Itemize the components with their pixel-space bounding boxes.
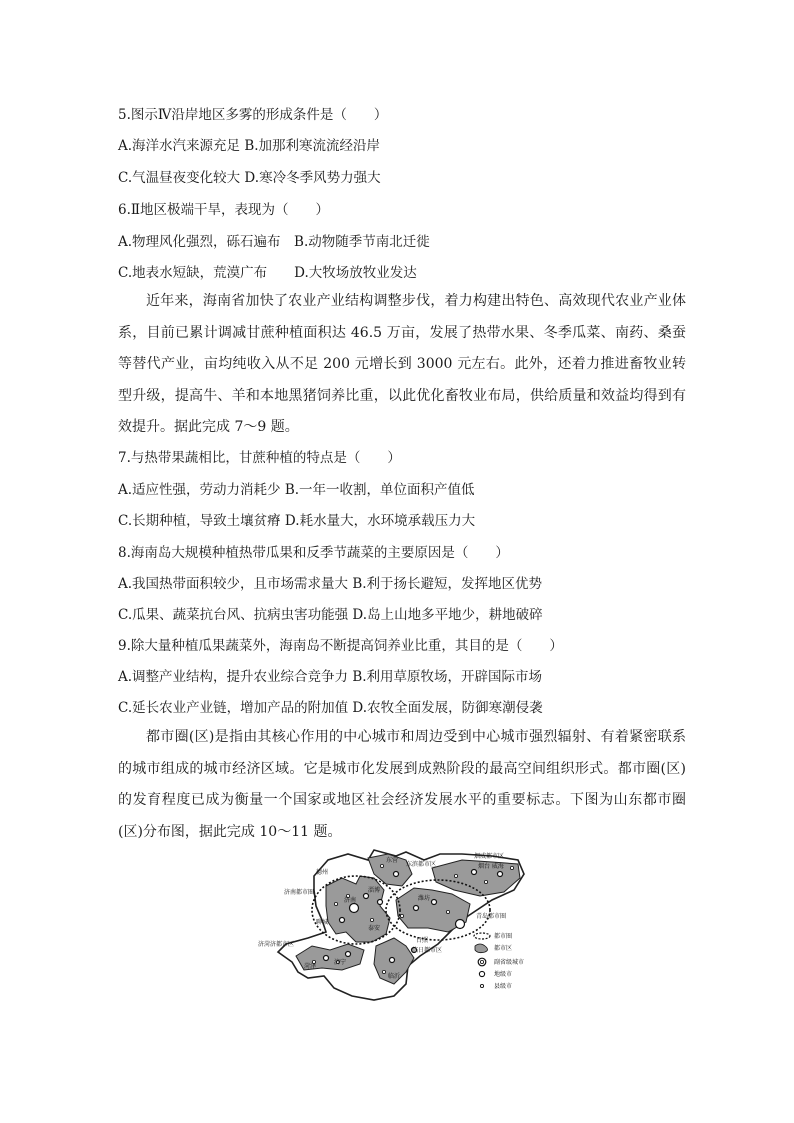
label-liaocheng: 聊城 [316, 919, 329, 926]
question-8-stem: 8.海南岛大规模种植热带瓜果和反季节蔬菜的主要原因是（ ） [118, 545, 509, 561]
legend-prefecture-label: 地级市 [494, 971, 513, 978]
label-jining: 济宁 [334, 959, 347, 966]
label-jinan-city: 济南 [344, 897, 357, 904]
question-9-options-ab: A.调整产业结构，提升农业综合竞争力 B.利用草原牧场，开辟国际市场 [118, 669, 543, 685]
qingdao-city-marker [456, 920, 465, 929]
label-dongbin: 东滨都市区 [406, 861, 437, 868]
label-taian: 泰安 [368, 925, 381, 932]
question-5-options-cd: C.气温昼夜变化较大 D.寒冷冬季风势力强大 [118, 170, 381, 186]
label-heze: 菏泽 [304, 963, 317, 970]
legend-circle-label: 都市圈 [494, 933, 513, 940]
label-dezhou: 德州 [316, 869, 329, 876]
legend-sub-province-label: 副省级城市 [494, 959, 525, 966]
question-5-options-ab: A.海洋水汽来源充足 B.加那利寒流流经沿岸 [118, 138, 381, 154]
question-6-stem: 6.Ⅱ地区极端干旱，表现为（ ） [118, 202, 330, 218]
shandong-metropolitan-map [256, 846, 536, 1006]
question-7-options-cd: C.长期种植，导致土壤贫瘠 D.耗水量大，水环境承载压力大 [118, 513, 476, 529]
question-7-stem: 7.与热带果蔬相比，甘蔗种植的特点是（ ） [118, 450, 401, 466]
legend-county-label: 县级市 [494, 983, 513, 990]
question-8-options-ab: A.我国热带面积较少，且市场需求量大 B.利于扬长避短，发挥地区优势 [118, 576, 543, 592]
passage-hainan-agriculture: 近年来，海南省加快了农业产业结构调整步伐，着力构建出特色、高效现代农业产业体系，目前已累计调减甘蔗种植面积达 46.5 万亩，发展了热带水果、冬季瓜菜、南药、桑蚕等替代产业，亩均纯收入从不足 200 元增长到 3000 元左右。此外，还着力推进畜牧业转型升级，提高牛、羊和本地黑猪饲养比重，以此优化畜牧业布局，供给质量和效益均得到有效提升。据此完成 7～9 题。 [118, 293, 686, 435]
map-legend [474, 932, 524, 990]
label-yantai-weihai: 烟台 威海 [478, 863, 504, 870]
label-rizhao: 日照 [416, 937, 429, 944]
label-yanwei: 烟威都市区 [474, 853, 505, 860]
passage-metropolitan-areas: 都市圈(区)是指由其核心作用的中心城市和周边受到中心城市强烈辐射、有着紧密联系的城市组成的城市经济区域。它是城市化发展到成熟阶段的最高空间组织形式。都市圈(区)的发育程度已成为衡量一个国家或地区社会经济发展水平的重要标志。下图为山东都市圈(区)分布图，据此完成 10～11 题。 [118, 729, 686, 840]
question-9-stem: 9.除大量种植瓜果蔬菜外，海南岛不断提高饲养业比重，其目的是（ ） [118, 638, 563, 654]
label-dongying: 东营 [386, 857, 399, 864]
jinan-city-marker [350, 904, 359, 913]
legend-area-label: 都市区 [494, 945, 513, 952]
question-8-options-cd: C.瓜果、蔬菜抗台风、抗病虫害功能强 D.岛上山地多平地少，耕地破碎 [118, 607, 543, 623]
question-6-options-cd: C.地表水短缺，荒漠广布 D.大牧场放牧业发达 [118, 265, 417, 281]
label-jiheze-metro: 济菏济都市区 [258, 941, 295, 948]
question-5-stem: 5.图示Ⅳ沿岸地区多雾的形成条件是（ ） [118, 107, 388, 123]
label-zibo: 淄博 [368, 887, 381, 894]
label-qingdao-metro: 青岛都市圈 [476, 913, 507, 920]
label-linyi: 临沂 [388, 973, 401, 980]
label-weifang: 潍坊 [418, 895, 431, 902]
label-linri-metro: 临日都市区 [412, 947, 443, 954]
question-6-options-ab: A.物理风化强烈，砾石遍布 B.动物随季节南北迁徙 [118, 234, 430, 250]
label-jinan-metro: 济南都市圈 [284, 889, 315, 896]
question-9-options-cd: C.延长农业产业链，增加产品的附加值 D.农牧全面发展，防御寒潮侵袭 [118, 700, 543, 716]
question-7-options-ab: A.适应性强，劳动力消耗少 B.一年一收割，单位面积产值低 [118, 482, 475, 498]
